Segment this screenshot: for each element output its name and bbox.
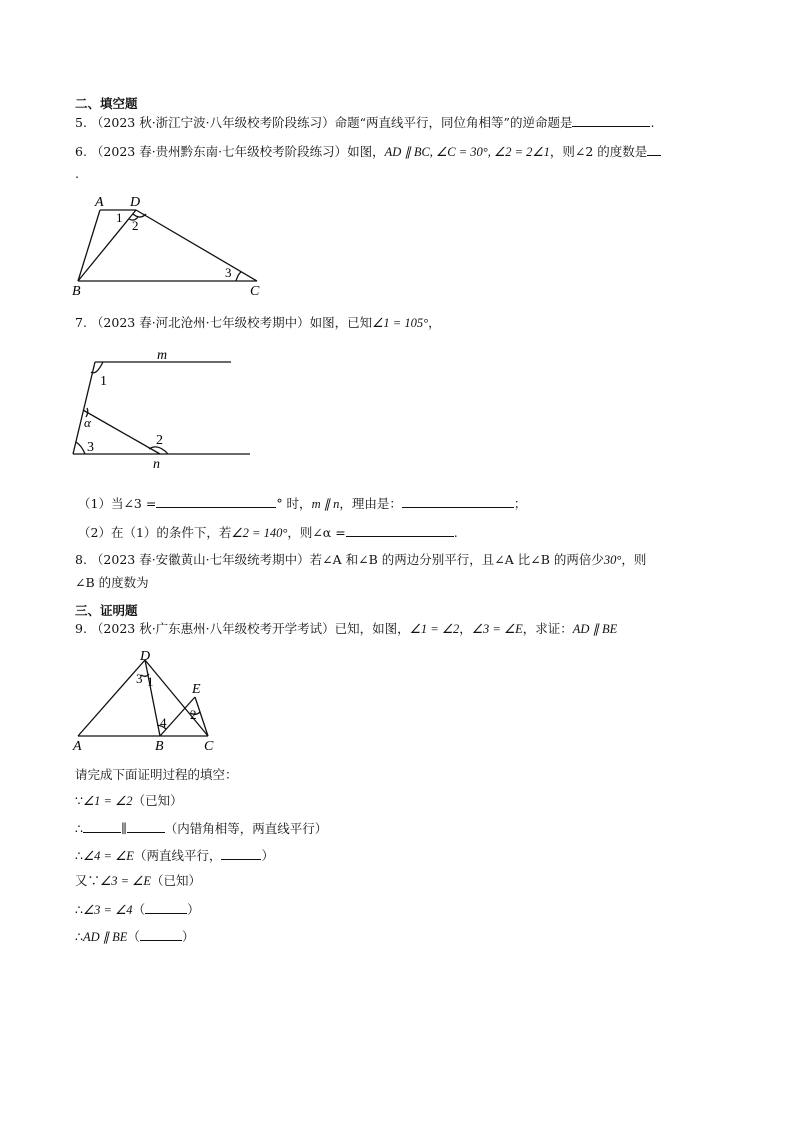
proof-instruction: 请完成下面证明过程的填空： bbox=[75, 767, 238, 782]
question-end: ， bbox=[428, 315, 441, 330]
therefore-symbol: ∴ bbox=[75, 848, 83, 863]
angle-label-4: 4 bbox=[160, 715, 167, 730]
question-text: ，则 bbox=[621, 552, 647, 567]
question-text: 已知，如图， bbox=[334, 621, 410, 636]
math-expression: ∠1 = ∠2 bbox=[409, 622, 460, 636]
answer-blank[interactable] bbox=[221, 847, 261, 860]
part-text: . bbox=[453, 525, 458, 540]
answer-blank[interactable] bbox=[145, 901, 187, 914]
proof-reason: ） bbox=[187, 902, 200, 917]
proof-reason: （ bbox=[127, 929, 140, 944]
question-number: 9. bbox=[75, 621, 87, 636]
question-number: 5. bbox=[75, 115, 87, 130]
question-text: 如图，已知 bbox=[309, 315, 373, 330]
angle-label-1: 1 bbox=[147, 674, 154, 689]
segment-EC bbox=[195, 697, 208, 736]
because-symbol: ∵ bbox=[75, 793, 83, 808]
angle-label-1: 1 bbox=[116, 210, 123, 225]
segment-DC bbox=[145, 660, 208, 736]
proof-reason: （两直线平行， bbox=[133, 848, 222, 863]
math-expression: ∠4 = ∠E bbox=[82, 849, 134, 863]
parallel-symbol: ∥ bbox=[120, 821, 127, 836]
question-source: （2023 春·河北沧州·七年级校考期中） bbox=[90, 315, 310, 330]
math-expression: AD ∥ BE bbox=[82, 930, 128, 944]
part-text: ，理由是： bbox=[339, 496, 402, 511]
part-text: （1）当∠3 = bbox=[78, 496, 157, 511]
proof-step-4 bbox=[75, 873, 201, 889]
proof-step-1 bbox=[75, 793, 183, 809]
part-text: ° 时， bbox=[276, 496, 312, 511]
angle-label-2: 2 bbox=[132, 218, 139, 233]
question-end: . bbox=[75, 166, 79, 181]
question-source: （2023 春·安徽黄山·七年级统考期中） bbox=[90, 552, 310, 567]
question-number: 8. bbox=[75, 552, 87, 567]
question-text: 如图， bbox=[347, 144, 385, 159]
question-source: （2023 春·贵州黔东南·七年级校考阶段练习） bbox=[90, 144, 348, 159]
angle-label-2: 2 bbox=[190, 707, 197, 722]
math-expression: ∠3 = ∠E bbox=[471, 622, 523, 636]
answer-blank[interactable] bbox=[83, 820, 121, 833]
segment-AD bbox=[78, 660, 145, 736]
math-expression: ∠1 = 105° bbox=[372, 316, 429, 330]
math-expression: 30° bbox=[603, 553, 622, 567]
answer-blank[interactable] bbox=[140, 928, 182, 941]
proof-step-5 bbox=[75, 901, 200, 918]
label-A: A bbox=[73, 739, 82, 754]
part-text: （2）在（1）的条件下，若 bbox=[78, 525, 232, 540]
proof-reason: （已知） bbox=[151, 873, 202, 888]
angle-label-3: 3 bbox=[87, 440, 94, 455]
question-text: 若∠A 和∠B 的两边分别平行，且∠A 比∠B 的两倍少 bbox=[309, 552, 604, 567]
proof-reason: ） bbox=[261, 848, 274, 863]
label-C: C bbox=[250, 284, 260, 299]
proof-step-2 bbox=[75, 820, 327, 837]
part-text: ，则∠α = bbox=[287, 525, 346, 540]
proof-reason: （内错角相等，两直线平行） bbox=[164, 821, 328, 836]
question-source: （2023 秋·广东惠州·八年级校考开学考试） bbox=[90, 621, 335, 636]
angle-label-3: 3 bbox=[225, 265, 232, 280]
label-E: E bbox=[192, 682, 201, 697]
label-B: B bbox=[72, 284, 81, 299]
question-8-line-2: ∠B 的度数为 bbox=[75, 575, 149, 590]
proof-reason: （已知） bbox=[132, 793, 183, 808]
question-text: 命题“两直线平行，同位角相等”的逆命题是 bbox=[334, 115, 573, 130]
question-end: . bbox=[650, 115, 655, 130]
math-expression: ∠1 = ∠2 bbox=[82, 794, 133, 808]
angle-label-2: 2 bbox=[156, 433, 163, 448]
section-heading-proof: 三、证明题 bbox=[75, 603, 138, 618]
section-heading-fill: 二、填空题 bbox=[75, 96, 138, 111]
math-expression: ∠2 = 140° bbox=[231, 526, 288, 540]
label-B: B bbox=[155, 739, 164, 754]
also-because-symbol: 又∵ bbox=[75, 873, 101, 888]
label-m: m bbox=[157, 348, 168, 363]
proof-step-3 bbox=[75, 847, 274, 864]
label-n: n bbox=[153, 457, 160, 472]
therefore-symbol: ∴ bbox=[75, 902, 83, 917]
math-expression: ∠3 = ∠E bbox=[100, 874, 151, 888]
question-text: ，则∠2 的度数是 bbox=[549, 144, 648, 159]
label-D: D bbox=[140, 649, 151, 664]
question-source: （2023 秋·浙江宁波·八年级校考阶段练习） bbox=[90, 115, 335, 130]
math-expression: ∠3 = ∠4 bbox=[82, 903, 133, 917]
question-text: ，求证： bbox=[522, 621, 573, 636]
proof-reason: ） bbox=[181, 929, 195, 944]
part-text: ； bbox=[513, 496, 527, 511]
therefore-symbol: ∴ bbox=[75, 821, 83, 836]
math-expression: m ∥ n bbox=[311, 497, 340, 511]
question-number: 6. bbox=[75, 144, 87, 159]
question-text: ， bbox=[459, 621, 472, 636]
proof-step-6 bbox=[75, 928, 194, 945]
angle-label-3: 3 bbox=[136, 671, 143, 686]
math-expression: AD ∥ BE bbox=[572, 622, 618, 636]
label-C: C bbox=[204, 739, 214, 754]
angle-label-alpha: α bbox=[84, 415, 91, 430]
math-expression: AD ∥ BC, ∠C = 30°, ∠2 = 2∠1 bbox=[384, 145, 550, 159]
question-number: 7. bbox=[75, 315, 87, 330]
proof-reason: （ bbox=[132, 902, 146, 917]
label-A: A bbox=[95, 195, 104, 210]
angle-label-1: 1 bbox=[100, 374, 107, 389]
answer-blank[interactable] bbox=[127, 820, 165, 833]
label-D: D bbox=[130, 195, 141, 210]
therefore-symbol: ∴ bbox=[75, 929, 83, 944]
